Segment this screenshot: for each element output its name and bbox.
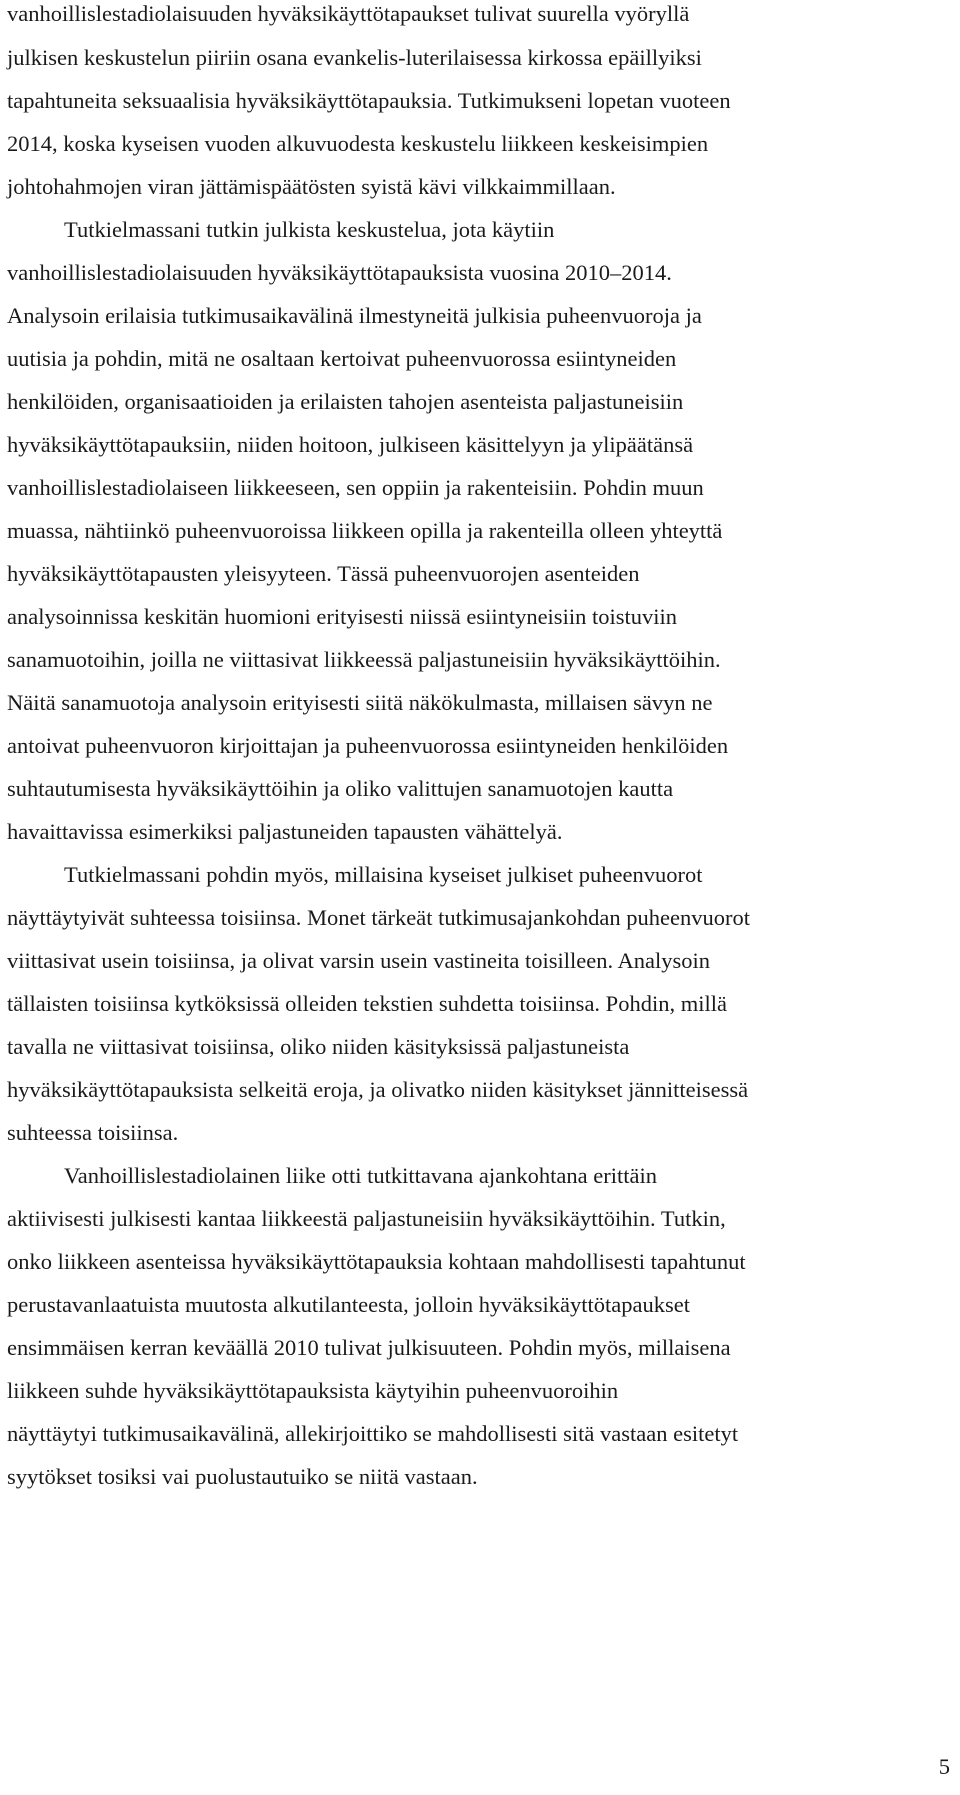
text-line: muassa, nähtiinkö puheenvuoroissa liikkeen opilla ja rakenteilla olleen yhteyttä (7, 518, 723, 543)
text-line: havaittavissa esimerkiksi paljastuneiden tapausten vähättelyä. (7, 819, 563, 844)
text-line: Analysoin erilaisia tutkimusaikavälinä ilmestyneitä julkisia puheenvuoroja ja (7, 303, 702, 328)
text-line: 2014, koska kyseisen vuoden alkuvuodesta keskustelu liikkeen keskeisimpien (7, 131, 709, 156)
text-line: näyttäytyivät suhteessa toisiinsa. Monet tärkeät tutkimusajankohdan puheenvuorot (7, 905, 750, 930)
text-line: näyttäytyi tutkimusaikavälinä, allekirjoittiko se mahdollisesti sitä vastaan esitetyt (7, 1421, 739, 1446)
text-line: Näitä sanamuotoja analysoin erityisesti siitä näkökulmasta, millaisen sävyn ne (7, 690, 713, 715)
paragraph-first-line: Tutkielmassani tutkin julkista keskustelua, jota käytiin (64, 217, 555, 242)
text-line: hyväksikäyttötapauksista selkeitä eroja, ja olivatko niiden käsitykset jännitteisessä (7, 1077, 749, 1102)
text-line: uutisia ja pohdin, mitä ne osaltaan kertoivat puheenvuorossa esiintyneiden (7, 346, 677, 371)
text-line: sanamuotoihin, joilla ne viittasivat liikkeessä paljastuneisiin hyväksikäyttöihin. (7, 647, 721, 672)
text-line: syytökset tosiksi vai puolustautuiko se niitä vastaan. (7, 1464, 478, 1489)
text-line: henkilöiden, organisaatioiden ja erilaisten tahojen asenteista paljastuneisiin (7, 389, 684, 414)
text-line: liikkeen suhde hyväksikäyttötapauksista käytyihin puheenvuoroihin (7, 1378, 619, 1403)
text-line: vanhoillislestadiolaisuuden hyväksikäyttötapaukset tulivat suurella vyöryllä (7, 1, 690, 26)
text-line: julkisen keskustelun piiriin osana evankelis-luterilaisessa kirkossa epäillyiksi (7, 45, 702, 70)
text-line: tavalla ne viittasivat toisiinsa, oliko niiden käsityksissä paljastuneista (7, 1034, 630, 1059)
text-line: johtohahmojen viran jättämispäätösten syistä kävi vilkkaimmillaan. (7, 174, 616, 199)
text-line: suhtautumisesta hyväksikäyttöihin ja oliko valittujen sanamuotojen kautta (7, 776, 674, 801)
text-line: hyväksikäyttötapauksiin, niiden hoitoon, julkiseen käsittelyyn ja ylipäätänsä (7, 432, 694, 457)
text-line: analysoinnissa keskitän huomioni erityisesti niissä esiintyneisiin toistuviin (7, 604, 677, 629)
text-line: suhteessa toisiinsa. (7, 1120, 179, 1145)
text-line: viittasivat usein toisiinsa, ja olivat varsin usein vastineita toisilleen. Analysoin (7, 948, 711, 973)
text-line: perustavanlaatuista muutosta alkutilanteesta, jolloin hyväksikäyttötapaukset (7, 1292, 690, 1317)
text-line: onko liikkeen asenteissa hyväksikäyttötapauksia kohtaan mahdollisesti tapahtunut (7, 1249, 746, 1274)
text-line: aktiivisesti julkisesti kantaa liikkeestä paljastuneisiin hyväksikäyttöihin. Tutkin, (7, 1206, 726, 1231)
paragraph-first-line: Tutkielmassani pohdin myös, millaisina kyseiset julkiset puheenvuorot (64, 862, 703, 887)
text-line: tällaisten toisiinsa kytköksissä olleiden tekstien suhdetta toisiinsa. Pohdin, millä (7, 991, 727, 1016)
text-line: vanhoillislestadiolaisuuden hyväksikäyttötapauksista vuosina 2010–2014. (7, 260, 672, 285)
text-line: hyväksikäyttötapausten yleisyyteen. Tässä puheenvuorojen asenteiden (7, 561, 640, 586)
text-line: antoivat puheenvuoron kirjoittajan ja puheenvuorossa esiintyneiden henkilöiden (7, 733, 729, 758)
text-line: tapahtuneita seksuaalisia hyväksikäyttötapauksia. Tutkimukseni lopetan vuoteen (7, 88, 731, 113)
text-line: ensimmäisen kerran keväällä 2010 tulivat julkisuuteen. Pohdin myös, millaisena (7, 1335, 731, 1360)
page-number: 5 (938, 1754, 950, 1779)
paragraph-first-line: Vanhoillislestadiolainen liike otti tutkittavana ajankohtana erittäin (64, 1163, 657, 1188)
text-line: vanhoillislestadiolaiseen liikkeeseen, sen oppiin ja rakenteisiin. Pohdin muun (7, 475, 704, 500)
